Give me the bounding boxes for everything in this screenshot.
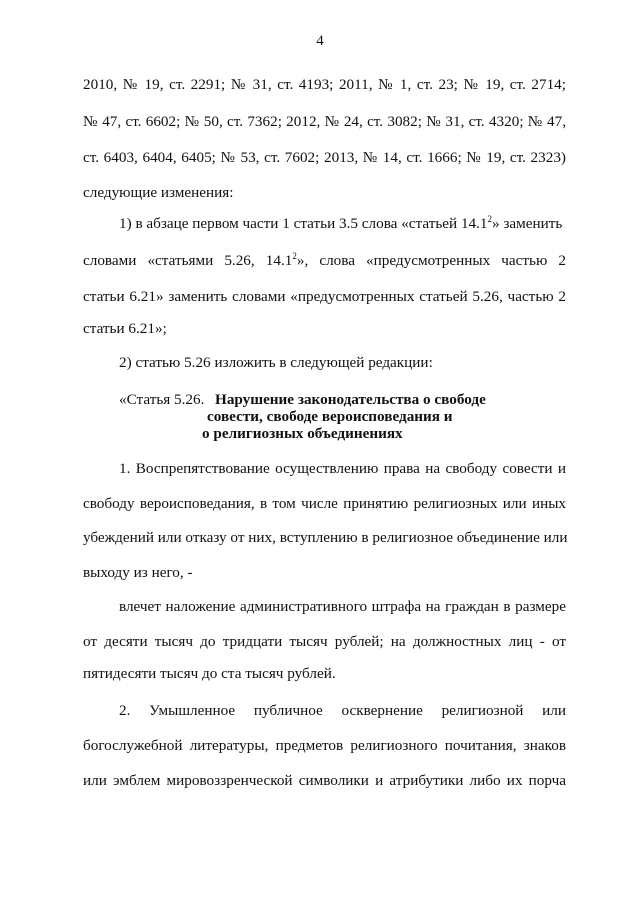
part1-line: от десяти тысяч до тридцати тысяч рублей; на должностных лиц - от — [83, 633, 566, 650]
text-line: следующие изменения: — [83, 184, 234, 201]
item2-line: 2) статью 5.26 изложить в следующей редакции: — [119, 354, 433, 371]
part1-line: свободу вероисповедания, в том числе принятию религиозных или иных — [83, 495, 566, 512]
part1-line: 1. Воспрепятствование осуществлению права на свободу совести и — [119, 460, 566, 477]
part2-line: 2. Умышленное публичное осквернение религиозной или — [119, 702, 566, 719]
article-title-line: о религиозных объединениях — [202, 425, 403, 442]
item1-line: статьи 6.21» заменить словами «предусмотренных статьей 5.26, частью 2 — [83, 288, 566, 305]
text-line: № 47, ст. 6602; № 50, ст. 7362; 2012, № 24, ст. 3082; № 31, ст. 4320; № 47, — [83, 113, 566, 130]
item1-line: 1) в абзаце первом части 1 статьи 3.5 слова «статьей 14.1$^2$» заменить — [119, 214, 563, 232]
part2-line: богослужебной литературы, предметов религиозного почитания, знаков — [83, 737, 566, 754]
part1-line: влечет наложение административного штрафа на граждан в размере — [119, 598, 566, 615]
text-line: 2010, № 19, ст. 2291; № 31, ст. 4193; 2011, № 1, ст. 23; № 19, ст. 2714; — [83, 76, 566, 93]
part2-line: или эмблем мировоззренческой символики и атрибутики либо их порча — [83, 772, 566, 789]
superscript: 2 — [292, 251, 297, 261]
article-title-line: Нарушение законодательства о свободе — [215, 391, 486, 408]
superscript: 2 — [487, 214, 493, 224]
item1-line: статьи 6.21»; — [83, 320, 167, 337]
part1-line: выходу из него, - — [83, 564, 193, 581]
page-number: 4 — [316, 33, 324, 49]
text-line: ст. 6403, 6404, 6405; № 53, ст. 7602; 2013, № 14, ст. 1666; № 19, ст. 2323) — [83, 149, 566, 166]
article-number: «Статья 5.26. — [119, 391, 205, 408]
article-title-line: совести, свободе вероисповедания и — [207, 408, 453, 425]
part1-line: пятидесяти тысяч до ста тысяч рублей. — [83, 665, 336, 682]
item1-line: словами «статьями 5.26, 14.1$^2$», слова «предусмотренных частью 2 — [83, 251, 566, 269]
part1-line: убеждений или отказу от них, вступлению в религиозное объединение или — [83, 529, 568, 546]
